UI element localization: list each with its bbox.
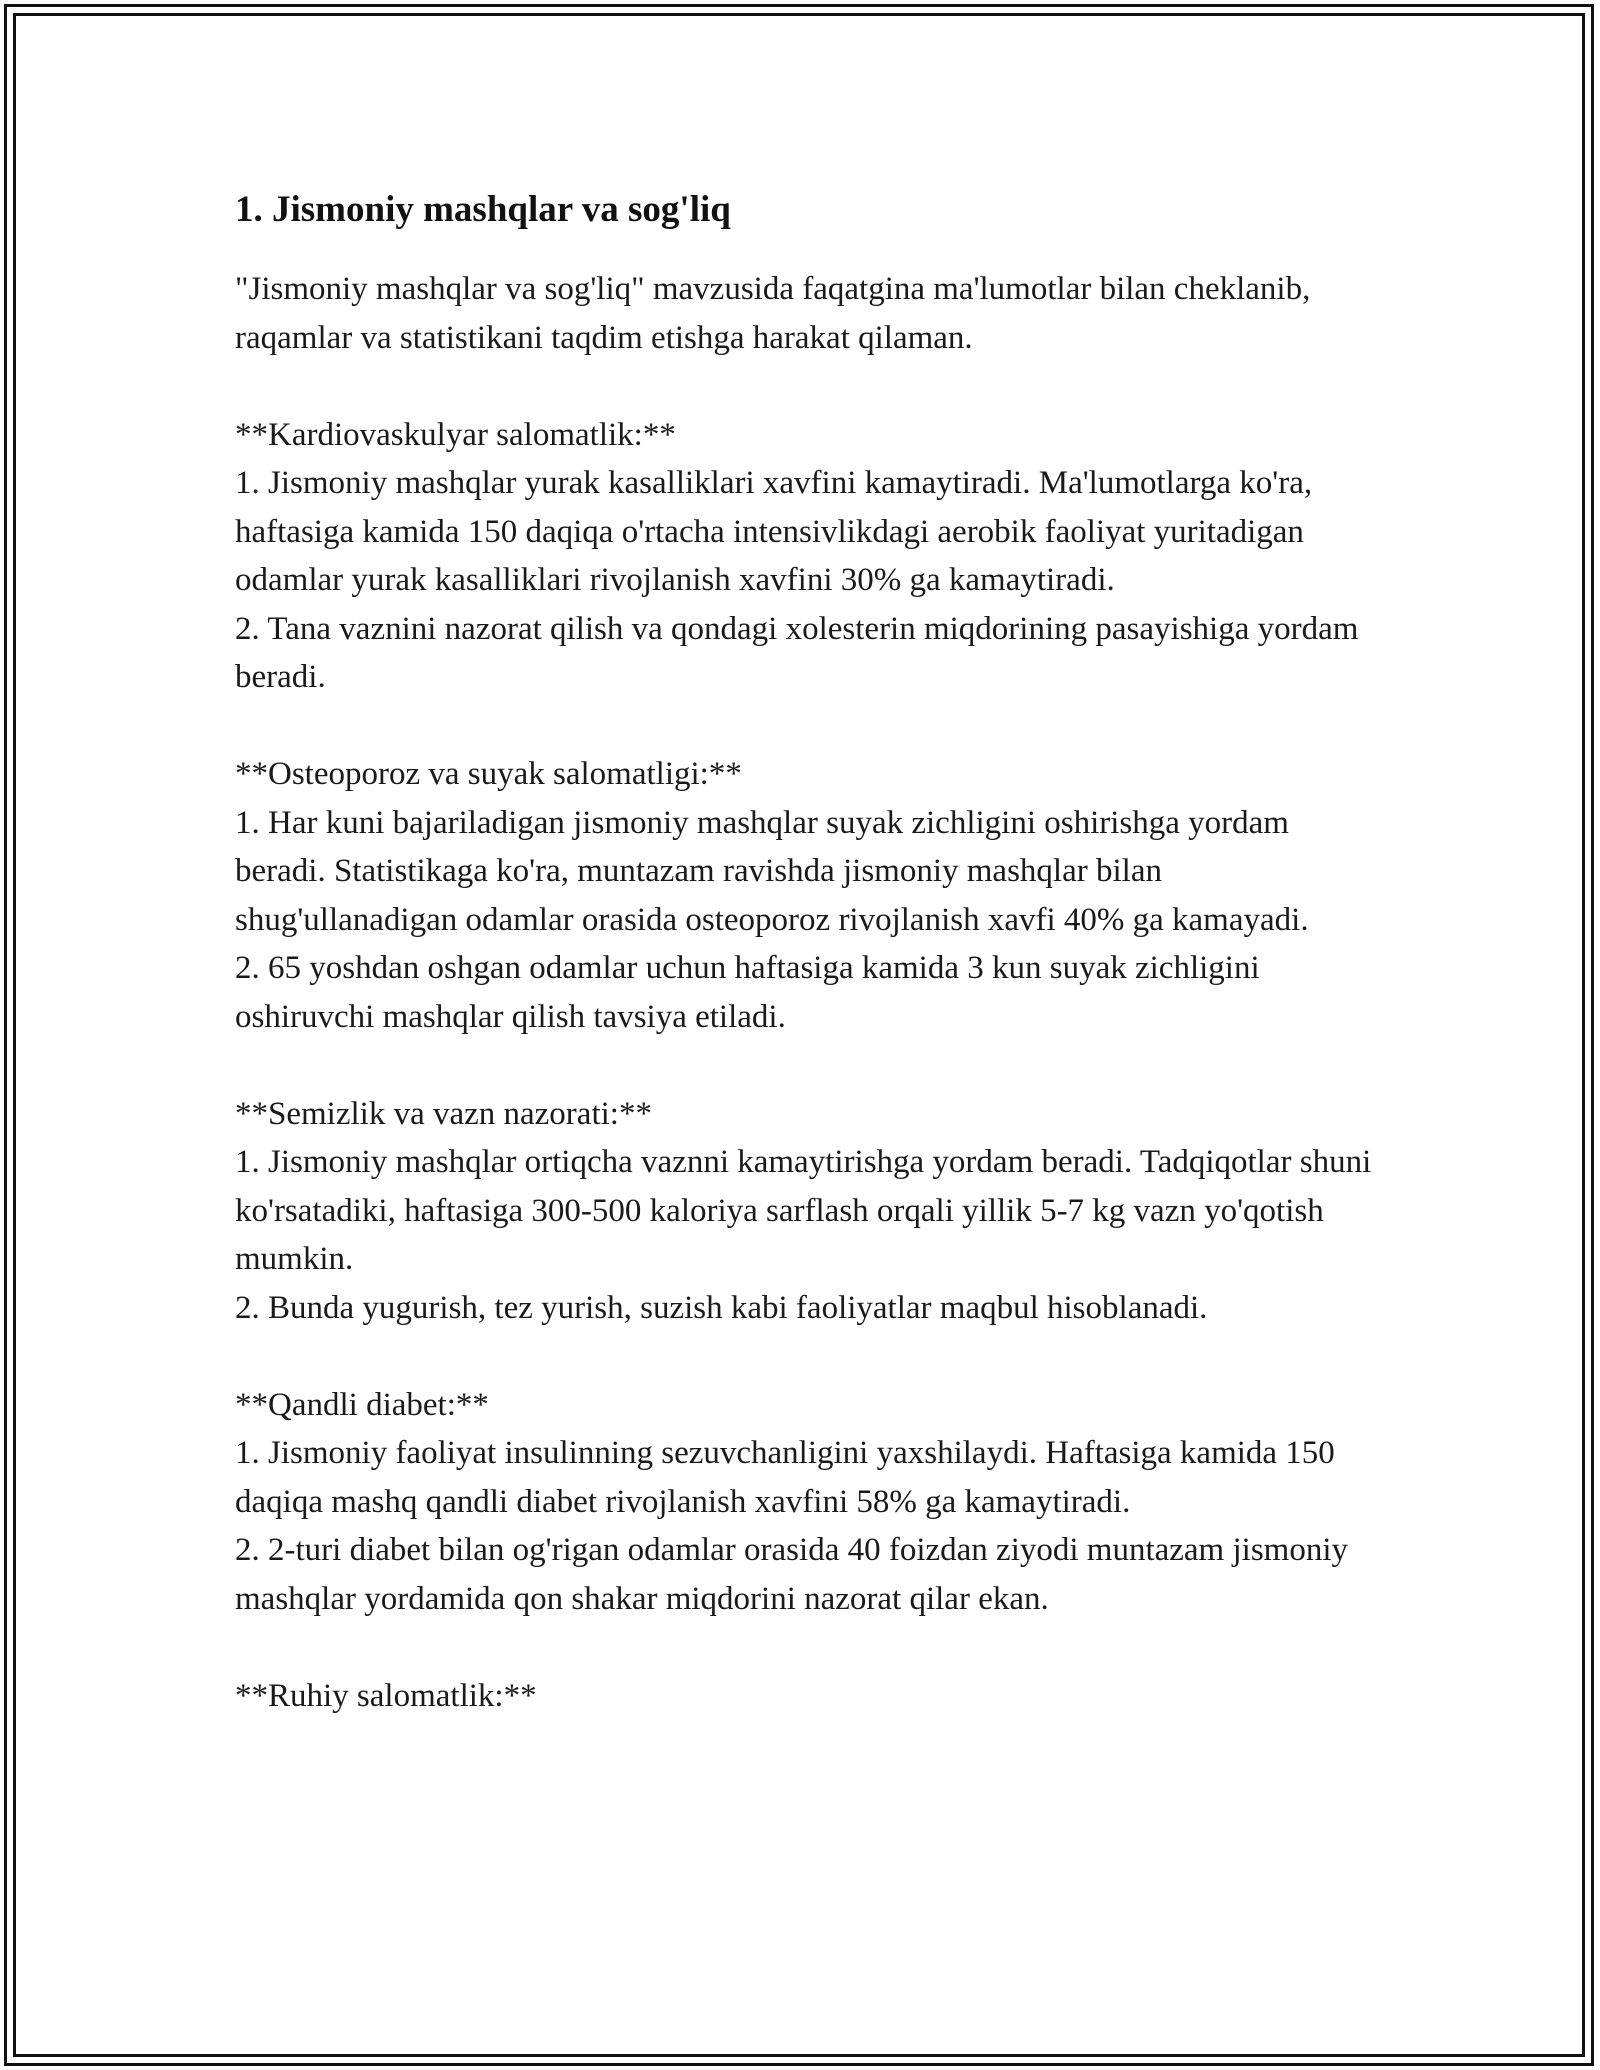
section-point: 2. Tana vaznini nazorat qilish va qondagi xolesterin miqdorining pasayishiga yordam beradi.: [235, 610, 1359, 695]
document-body: [235, 185, 1385, 1720]
spacer: [235, 702, 1385, 751]
section-heading: **Ruhiy salomatlik:**: [235, 1677, 537, 1714]
spacer: [235, 362, 1385, 411]
document-title: 1. Jismoniy mashqlar va sog'liq: [235, 189, 731, 230]
section-obesity: [235, 1090, 1385, 1333]
section-point: 1. Jismoniy mashqlar ortiqcha vaznni kamaytirishga yordam beradi. Tadqiqotlar shuni ko'rsatadiki, haftasiga 300-500 kaloriya sarflash orqali yillik 5-7 kg vazn yo'qotish mumkin.: [235, 1144, 1372, 1277]
section-point: 1. Har kuni bajariladigan jismoniy mashqlar suyak zichligini oshirishga yordam beradi. Statistikaga ko'ra, muntazam ravishda jismoniy mashqlar bilan shug'ullanadigan odamlar orasida osteoporoz rivojlanish xavfi 40% ga kamayadi.: [235, 804, 1309, 938]
section-mental-health: [235, 1672, 1385, 1721]
spacer: [235, 1623, 1385, 1672]
section-heading: **Kardiovaskulyar salomatlik:**: [235, 416, 676, 453]
section-point: 1. Jismoniy mashqlar yurak kasalliklari xavfini kamaytiradi. Ma'lumotlarga ko'ra, haftasiga kamida 150 daqiqa o'rtacha intensivlikdagi aerobik faoliyat yuritadigan odamlar yurak kasalliklari rivojlanish xavfini 30% ga kamaytiradi.: [235, 465, 1313, 598]
section-heading: **Semizlik va vazn nazorati:**: [235, 1095, 652, 1132]
section-point: 2. 2-turi diabet bilan og'rigan odamlar orasida 40 foizdan ziyodi muntazam jismoniy mashqlar yordamida qon shakar miqdorini nazorat qilar ekan.: [235, 1532, 1348, 1617]
section-point: 1. Jismoniy faoliyat insulinning sezuvchanligini yaxshilaydi. Haftasiga kamida 150 daqiqa mashq qandli diabet rivojlanish xavfini 58% ga kamaytiradi.: [235, 1435, 1335, 1520]
section-osteoporosis: [235, 750, 1385, 1041]
section-diabetes: [235, 1381, 1385, 1624]
section-cardiovascular: [235, 411, 1385, 702]
section-heading: **Osteoporoz va suyak salomatligi:**: [235, 756, 742, 792]
section-point: 2. Bunda yugurish, tez yurish, suzish kabi faoliyatlar maqbul hisoblanadi.: [235, 1289, 1208, 1326]
intro-paragraph: "Jismoniy mashqlar va sog'liq" mavzusida faqatgina ma'lumotlar bilan cheklanib, raqamlar va statistikani taqdim etishga harakat qilaman.: [235, 271, 1311, 356]
spacer: [235, 1332, 1385, 1381]
section-heading: **Qandli diabet:**: [235, 1386, 489, 1423]
section-point: 2. 65 yoshdan oshgan odamlar uchun haftasiga kamida 3 kun suyak zichligini oshiruvchi mashqlar qilish tavsiya etiladi.: [235, 950, 1260, 1035]
spacer: [235, 1041, 1385, 1090]
